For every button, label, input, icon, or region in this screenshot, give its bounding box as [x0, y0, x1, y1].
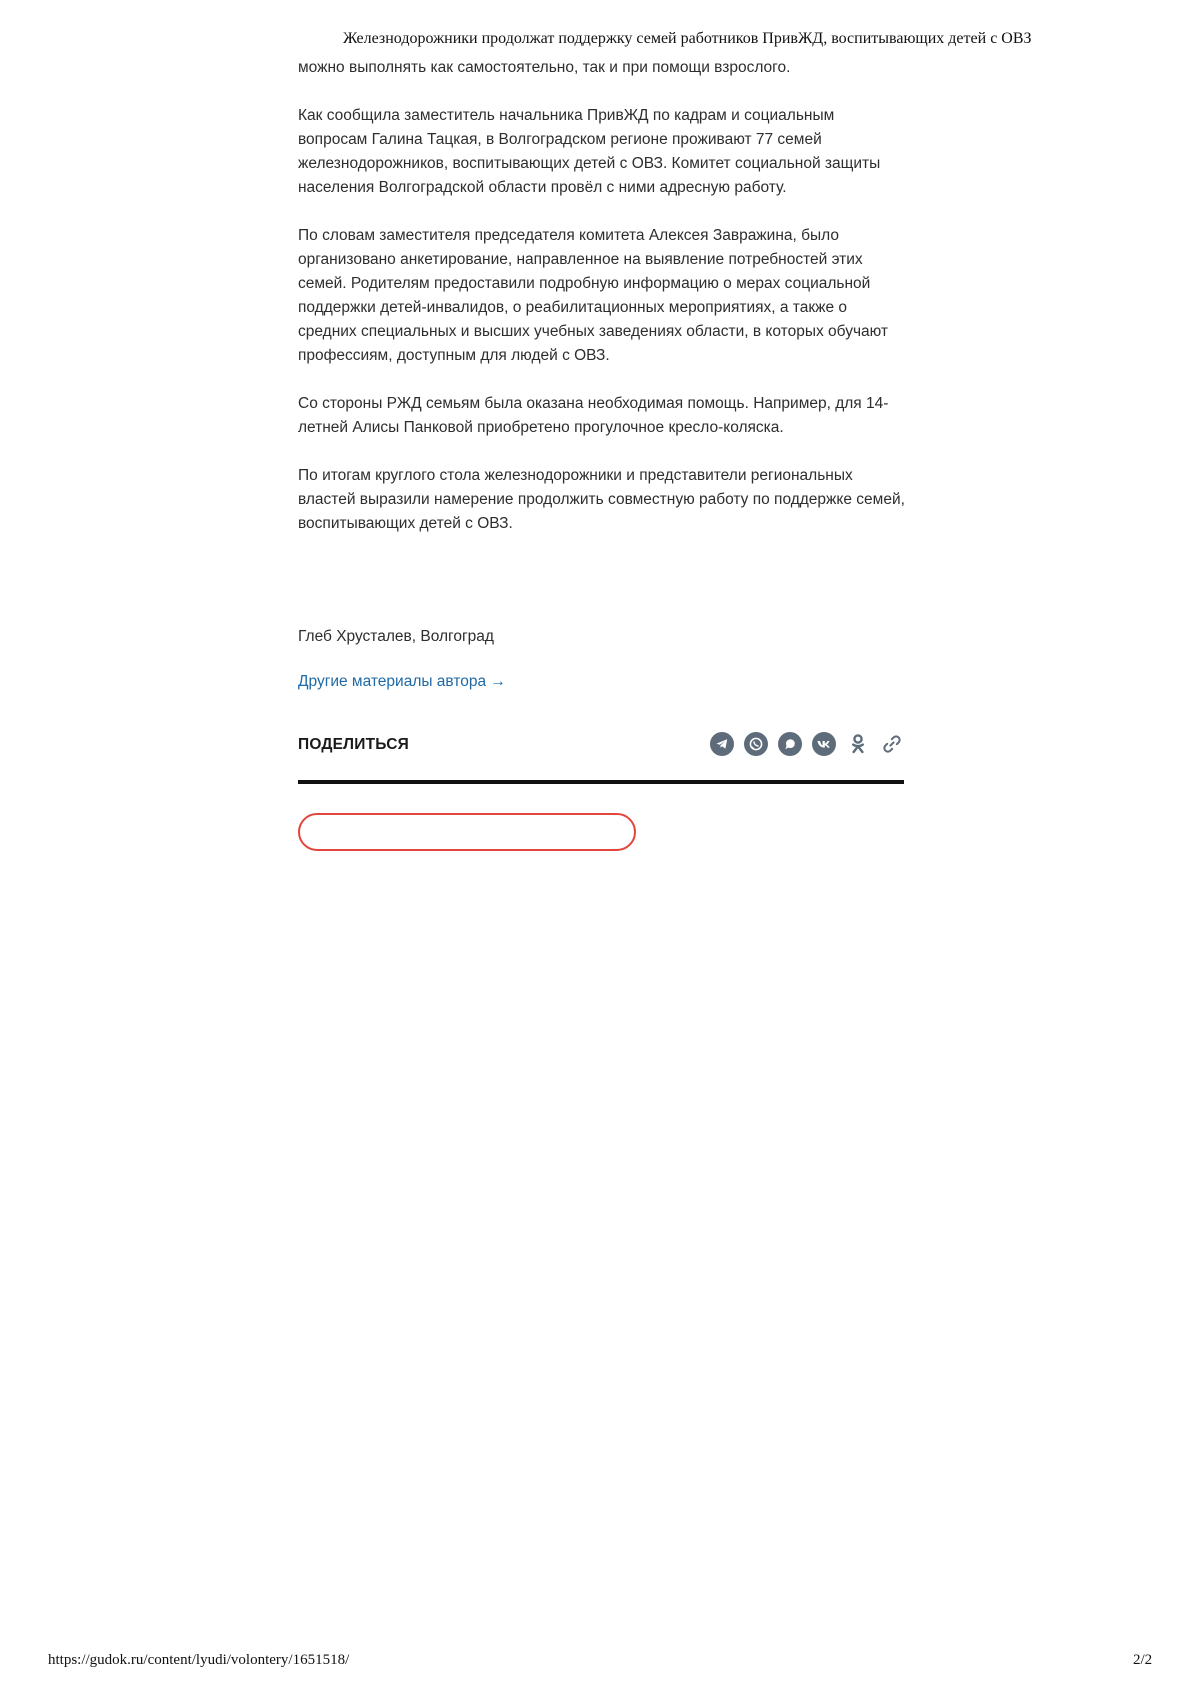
print-header: Железнодорожники продолжат поддержку семей работников ПривЖД, воспитывающих детей с ОВЗ [343, 30, 1032, 47]
article-author: Глеб Хрусталев, Волгоград [298, 628, 494, 645]
article-paragraph: Как сообщила заместитель начальника ПривЖД по кадрам и социальным вопросам Галина Тацкая, в Волгоградском регионе проживают 77 семей железнодорожников, воспитывающих детей с ОВЗ. Комитет социальной защиты населения Волгоградской области провёл с ними адресную работу. [298, 107, 881, 196]
odnoklassniki-icon[interactable] [846, 732, 870, 756]
outline-button[interactable] [298, 813, 636, 851]
vk-icon[interactable] [812, 732, 836, 756]
article-body [298, 56, 908, 560]
article-paragraph: По словам заместителя председателя комитета Алексея Завражина, было организовано анкетирование, направленное на выявление потребностей этих семей. Родителям предоставили подробную информацию о мерах социальной поддержки детей-инвалидов, о реабилитационных мероприятиях, а также о средних специальных и высших учебных заведениях области, в которых обучают профессиям, доступным для людей с ОВЗ. [298, 227, 889, 364]
article-paragraph: Со стороны РЖД семьям была оказана необходимая помощь. Например, для 14-летней Алисы Панковой приобретено прогулочное кресло-коляска. [298, 395, 889, 436]
article-paragraph: По итогам круглого стола железнодорожники и представители региональных властей выразили намерение продолжить совместную работу по поддержке семей, воспитывающих детей с ОВЗ. [298, 467, 905, 532]
link-icon[interactable] [880, 732, 904, 756]
share-title: ПОДЕЛИТЬСЯ [298, 736, 409, 753]
author-materials-link[interactable]: Другие материалы автора → [298, 673, 506, 690]
print-footer-page-number: 2/2 [1133, 1652, 1153, 1668]
whatsapp-icon[interactable] [744, 732, 768, 756]
share-bar [298, 728, 904, 784]
chat-icon[interactable] [778, 732, 802, 756]
telegram-icon[interactable] [710, 732, 734, 756]
print-footer-url: https://gudok.ru/content/lyudi/volontery/1651518/ [48, 1652, 350, 1668]
share-icons [710, 732, 904, 756]
article-paragraph: можно выполнять как самостоятельно, так и при помощи взрослого. [298, 59, 791, 76]
